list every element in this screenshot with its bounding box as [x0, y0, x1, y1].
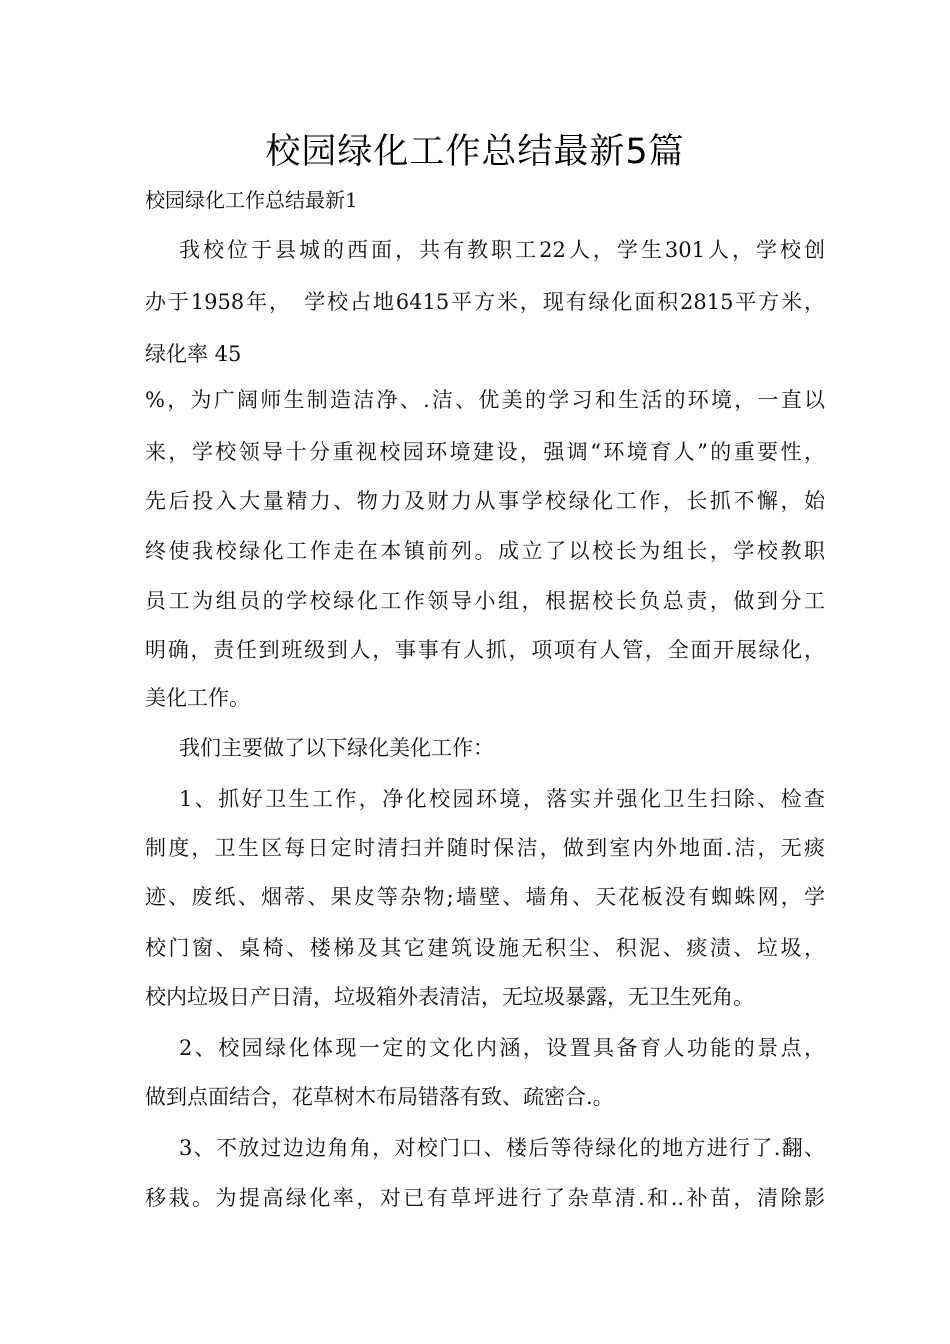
- paragraph-line: 2、校园绿化体现一定的文化内涵，设置具备育人功能的景点，: [179, 1036, 825, 1060]
- paragraph-line: 校内垃圾日产日清，垃圾箱外表清洁，无垃圾暴露，无卫生死角。: [145, 985, 754, 1009]
- section-heading: 校园绿化工作总结最新1: [145, 188, 358, 212]
- paragraph-line: %，为广阔师生制造洁净、.洁、优美的学习和生活的环境，一直以: [145, 388, 825, 412]
- paragraph-line: 我们主要做了以下绿化美化工作：: [179, 736, 494, 760]
- paragraph-line: 来，学校领导十分重视校园环境建设，强调“环境育人”的重要性，: [145, 440, 825, 464]
- paragraph-line: 明确，责任到班级到人，事事有人抓，项项有人管，全面开展绿化，: [145, 638, 825, 662]
- paragraph-line: 办于1958年， 学校占地6415平方米，现有绿化面积2815平方米，: [145, 290, 825, 314]
- paragraph-line: 先后投入大量精力、物力及财力从事学校绿化工作，长抓不懈，始: [145, 489, 825, 513]
- paragraph-line: 绿化率 45: [145, 342, 242, 366]
- document-title: 校园绿化工作总结最新5篇: [265, 132, 685, 172]
- paragraph-line: 1、抓好卫生工作，净化校园环境，落实并强化卫生扫除、检查: [179, 787, 825, 811]
- paragraph-line: 校门窗、桌椅、楼梯及其它建筑设施无积尘、积泥、痰渍、垃圾，: [145, 936, 825, 960]
- paragraph-line: 终使我校绿化工作走在本镇前列。成立了以校长为组长，学校教职: [145, 539, 825, 563]
- paragraph-line: 3、不放过边边角角，对校门口、楼后等待绿化的地方进行了.翻、: [179, 1136, 825, 1160]
- paragraph-line: 我校位于县城的西面，共有教职工22人，学生301人，学校创: [179, 238, 825, 262]
- paragraph-line: 美化工作。: [145, 686, 250, 710]
- paragraph-line: 员工为组员的学校绿化工作领导小组，根据校长负总责，做到分工: [145, 589, 825, 613]
- paragraph-line: 制度，卫生区每日定时清扫并随时保洁，做到室内外地面.洁，无痰: [145, 836, 825, 860]
- paragraph-line: 做到点面结合，花草树木布局错落有致、疏密合.。: [145, 1085, 614, 1109]
- paragraph-line: 移栽。为提高绿化率，对已有草坪进行了杂草清.和..补苗，清除影: [145, 1186, 825, 1210]
- paragraph-line: 迹、废纸、烟蒂、果皮等杂物;墙壁、墙角、天花板没有蜘蛛网，学: [145, 885, 825, 909]
